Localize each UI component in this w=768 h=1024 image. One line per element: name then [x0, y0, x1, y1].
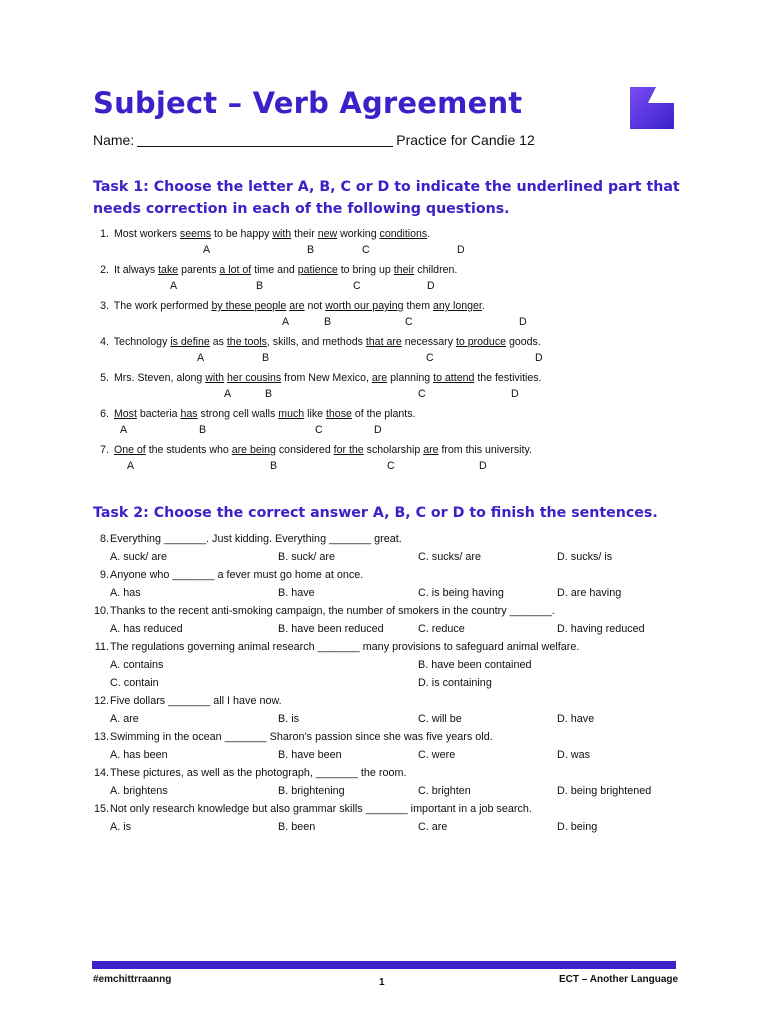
question-13: 13. Swimming in the ocean _______ Sharon’s passion since she was five years old. [93, 731, 493, 743]
option-c-label: C [426, 352, 434, 364]
option-a[interactable]: A. has reduced [110, 623, 183, 635]
option-c[interactable]: C. sucks/ are [418, 551, 481, 563]
option-d[interactable]: D. have [557, 713, 595, 725]
option-d[interactable]: D. sucks/ is [557, 551, 613, 563]
list-item: 3. The work performed by these people are not worth our paying them any longer. A B C D [100, 300, 527, 328]
question-12: 12. Five dollars _______ all I have now. [93, 695, 282, 707]
option-a[interactable]: A. contains [110, 659, 164, 671]
option-b[interactable]: B. is [278, 713, 299, 725]
option-c-label: C [353, 280, 361, 292]
page-number: 1 [379, 977, 385, 988]
option-d-label: D [457, 244, 465, 256]
option-d[interactable]: D. is containing [418, 677, 492, 689]
brand-logo-icon [630, 87, 674, 129]
option-d-label: D [511, 388, 519, 400]
option-a-label: A [197, 352, 205, 364]
options-15 [93, 821, 713, 839]
name-line [93, 132, 535, 148]
option-d[interactable]: D. being brightened [557, 785, 652, 797]
option-a[interactable]: A. are [110, 713, 139, 725]
option-c[interactable]: C. reduce [418, 623, 465, 635]
option-b[interactable]: B. suck/ are [278, 551, 336, 563]
question-15: 15. Not only research knowledge but also grammar skills _______ important in a job search. [93, 803, 532, 815]
option-c-label: C [315, 424, 323, 436]
option-d-label: D [427, 280, 435, 292]
option-d-label: D [535, 352, 543, 364]
option-a-label: A [127, 460, 135, 472]
question-9: 9. Anyone who _______ a fever must go home at once. [99, 569, 364, 581]
task2-questions [93, 533, 713, 839]
list-item: 2. It always take parents a lot of time and patience to bring up their children. A B C D [100, 264, 458, 292]
option-c-label: C [405, 316, 413, 328]
options-10 [93, 623, 713, 641]
footer-brand: ECT – Another Language [559, 974, 679, 985]
practice-label: Practice for Candie 12 [396, 132, 535, 148]
option-c[interactable]: C. brighten [418, 785, 471, 797]
option-a-label: A [120, 424, 128, 436]
option-c-label: C [387, 460, 395, 472]
option-b-label: B [324, 316, 332, 328]
option-a-label: A [282, 316, 290, 328]
option-a[interactable]: A. is [110, 821, 131, 833]
option-d[interactable]: D. are having [557, 587, 622, 599]
question-8: 8. Everything _______. Just kidding. Everything _______ great. [99, 533, 402, 545]
options-9 [93, 587, 713, 605]
option-c[interactable]: C. contain [110, 677, 159, 689]
page-title: Subject – Verb Agreement [93, 86, 523, 120]
option-d[interactable]: D. being [557, 821, 598, 833]
option-b-label: B [265, 388, 273, 400]
options-13 [93, 749, 713, 767]
option-a-label: A [203, 244, 211, 256]
option-b[interactable]: B. have [278, 587, 315, 599]
list-item: 4. Technology is define as the tools, skills, and methods that are necessary to produce goods. A B C D [100, 336, 543, 364]
list-item: 7. One of the students who are being considered for the scholarship are from this university. A B C D [100, 444, 532, 472]
option-d-label: D [479, 460, 487, 472]
option-c-label: C [362, 244, 370, 256]
name-label: Name: [93, 132, 135, 148]
list-item: 5. Mrs. Steven, along with her cousins from New Mexico, are planning to attend the festivities. A B C D [100, 372, 542, 400]
option-a[interactable]: A. suck/ are [110, 551, 168, 563]
option-b-label: B [199, 424, 207, 436]
task1-questions [93, 228, 713, 480]
option-c[interactable]: C. is being having [418, 587, 504, 599]
list-item: 1. Most workers seems to be happy with their new working conditions. A B C D [100, 228, 465, 256]
options-11b [93, 677, 713, 695]
option-a[interactable]: A. brightens [110, 785, 168, 797]
option-b[interactable]: B. have been [278, 749, 342, 761]
name-field[interactable] [137, 146, 393, 147]
option-a-label: A [224, 388, 232, 400]
question-10: 10. Thanks to the recent anti-smoking campaign, the number of smokers in the country _______. [93, 605, 555, 617]
task2-heading: Task 2: Choose the correct answer A, B, C or D to finish the sentences. [93, 505, 658, 521]
list-item: 6. Most bacteria has strong cell walls much like those of the plants. A B C D [100, 408, 416, 436]
option-b-label: B [270, 460, 278, 472]
option-d-label: D [519, 316, 527, 328]
option-c[interactable]: C. will be [418, 713, 462, 725]
option-a[interactable]: A. has been [110, 749, 168, 761]
question-11: 11. The regulations governing animal research _______ many provisions to safeguard animal welfare. [94, 641, 580, 653]
footer-hashtag: #emchittrraanng [93, 974, 172, 985]
footer-divider [92, 961, 676, 969]
option-d[interactable]: D. having reduced [557, 623, 645, 635]
options-8 [93, 551, 713, 569]
option-a[interactable]: A. has [110, 587, 141, 599]
option-b[interactable]: B. brightening [278, 785, 345, 797]
option-b-label: B [262, 352, 270, 364]
option-c[interactable]: C. were [418, 749, 456, 761]
option-d-label: D [374, 424, 382, 436]
option-a-label: A [170, 280, 178, 292]
options-12 [93, 713, 713, 731]
option-b-label: B [256, 280, 264, 292]
question-14: 14. These pictures, as well as the photograph, _______ the room. [93, 767, 407, 779]
option-c-label: C [418, 388, 426, 400]
option-c[interactable]: C. are [418, 821, 448, 833]
options-14 [93, 785, 713, 803]
task1-heading: Task 1: Choose the letter A, B, C or D to indicate the underlined part that needs correction in each of the following questions. [93, 179, 680, 217]
option-b[interactable]: B. been [278, 821, 316, 833]
option-d[interactable]: D. was [557, 749, 590, 761]
option-b[interactable]: B. have been reduced [278, 623, 384, 635]
options-11a [93, 659, 713, 677]
option-b-label: B [307, 244, 315, 256]
option-b[interactable]: B. have been contained [418, 659, 532, 671]
